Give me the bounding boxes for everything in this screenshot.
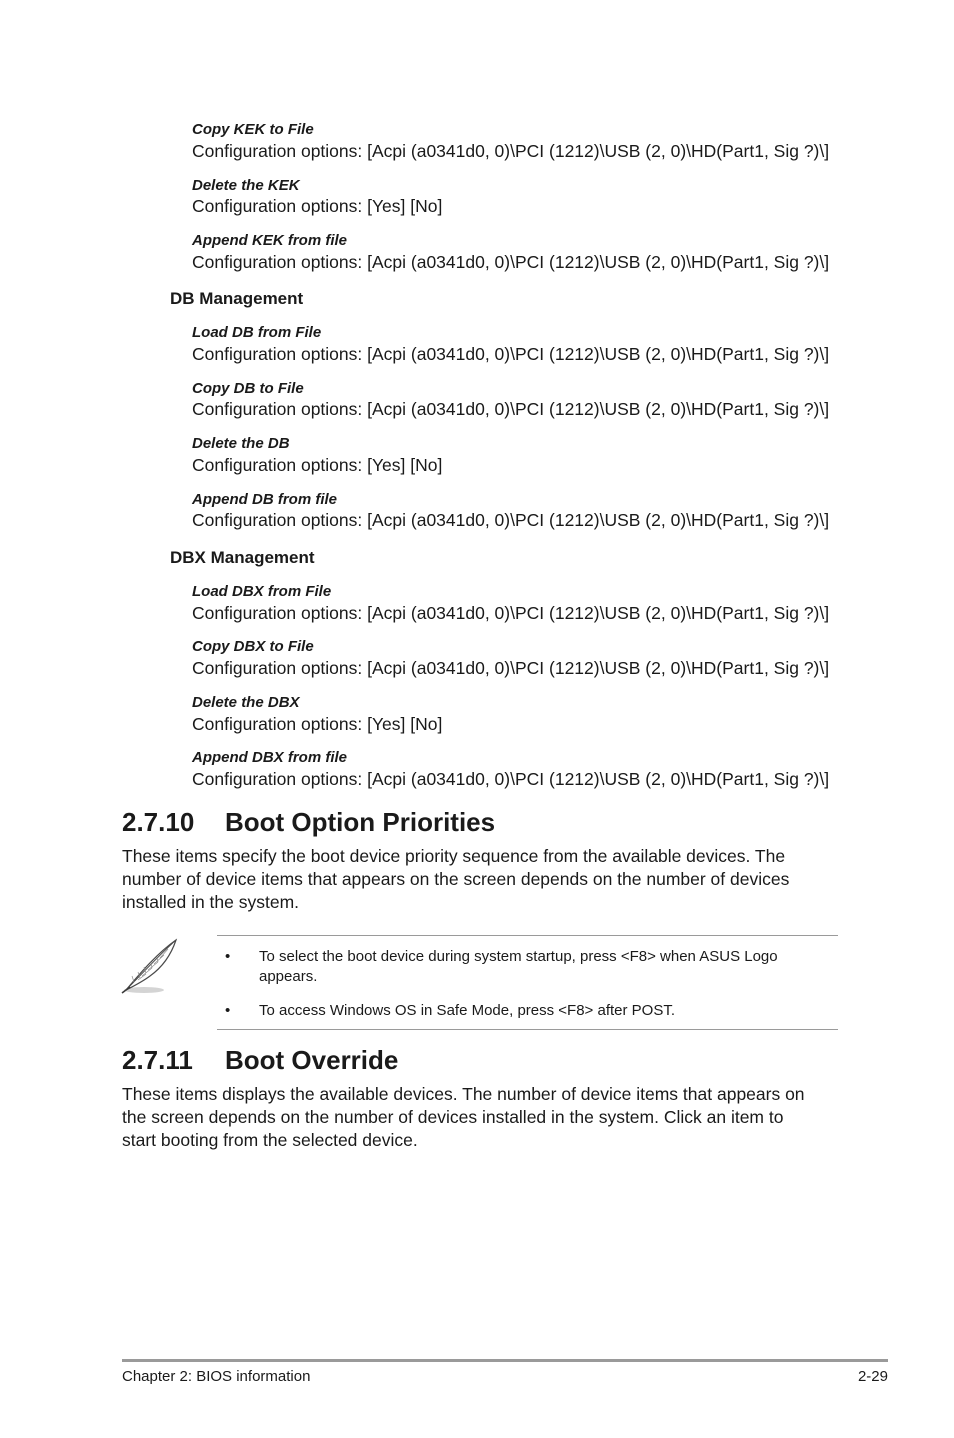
note-bottom-rule — [217, 1029, 838, 1030]
note-bullet: • — [225, 1002, 231, 1019]
item-options: Configuration options: [Yes] [No] — [192, 455, 443, 475]
section-number: 2.7.11 — [122, 1045, 193, 1075]
item-options: Configuration options: [Acpi (a0341d0, 0)\PCI (1212)\USB (2, 0)\HD(Part1, Sig ?)\] — [192, 510, 830, 530]
item-options: Configuration options: [Acpi (a0341d0, 0)\PCI (1212)\USB (2, 0)\HD(Part1, Sig ?)\] — [192, 658, 830, 678]
note-top-rule — [217, 935, 838, 936]
item-title: Copy DB to File — [192, 380, 304, 397]
item-title: Copy DBX to File — [192, 638, 314, 655]
item-options: Configuration options: [Acpi (a0341d0, 0)\PCI (1212)\USB (2, 0)\HD(Part1, Sig ?)\] — [192, 344, 830, 364]
item-options: Configuration options: [Yes] [No] — [192, 196, 443, 216]
section-title: Boot Option Priorities — [225, 807, 496, 837]
item-title: Delete the KEK — [192, 177, 300, 194]
feather-quill-icon — [120, 936, 182, 996]
item-options: Configuration options: [Acpi (a0341d0, 0)\PCI (1212)\USB (2, 0)\HD(Part1, Sig ?)\] — [192, 141, 830, 161]
note-item: To select the boot device during system startup, press <F8> when ASUS Logo appears. — [259, 948, 778, 985]
group-title-db-management: DB Management — [170, 289, 304, 308]
item-title: Append DBX from file — [192, 749, 348, 766]
item-title: Append KEK from file — [192, 232, 348, 249]
item-options: Configuration options: [Yes] [No] — [192, 714, 443, 734]
section-number: 2.7.10 — [122, 807, 195, 837]
item-title: Delete the DB — [192, 435, 290, 452]
item-options: Configuration options: [Acpi (a0341d0, 0)\PCI (1212)\USB (2, 0)\HD(Part1, Sig ?)\] — [192, 603, 830, 623]
section-body: These items specify the boot device priority sequence from the available devices. The number of device items that appears on the screen depends on the number of devices installed in the system. — [122, 846, 790, 912]
item-title: Load DBX from File — [192, 583, 332, 600]
footer-page-number: 2-29 — [857, 1368, 888, 1385]
item-options: Configuration options: [Acpi (a0341d0, 0)\PCI (1212)\USB (2, 0)\HD(Part1, Sig ?)\] — [192, 252, 830, 272]
item-title: Copy KEK to File — [192, 121, 314, 138]
section-body: These items displays the available devices. The number of device items that appears on the screen depends on the number of devices installed in the system. Click an item to start booting from the selected device. — [122, 1084, 805, 1150]
item-options: Configuration options: [Acpi (a0341d0, 0)\PCI (1212)\USB (2, 0)\HD(Part1, Sig ?)\] — [192, 769, 830, 789]
item-title: Append DB from file — [192, 491, 337, 508]
note-item: To access Windows OS in Safe Mode, press <F8> after POST. — [259, 1002, 676, 1019]
footer-chapter: Chapter 2: BIOS information — [122, 1368, 311, 1385]
section-title: Boot Override — [225, 1045, 399, 1075]
footer-rule — [122, 1359, 888, 1362]
item-title: Delete the DBX — [192, 694, 300, 711]
group-title-dbx-management: DBX Management — [170, 548, 315, 567]
item-options: Configuration options: [Acpi (a0341d0, 0)\PCI (1212)\USB (2, 0)\HD(Part1, Sig ?)\] — [192, 399, 830, 419]
item-title: Load DB from File — [192, 324, 322, 341]
note-bullet: • — [225, 948, 231, 965]
